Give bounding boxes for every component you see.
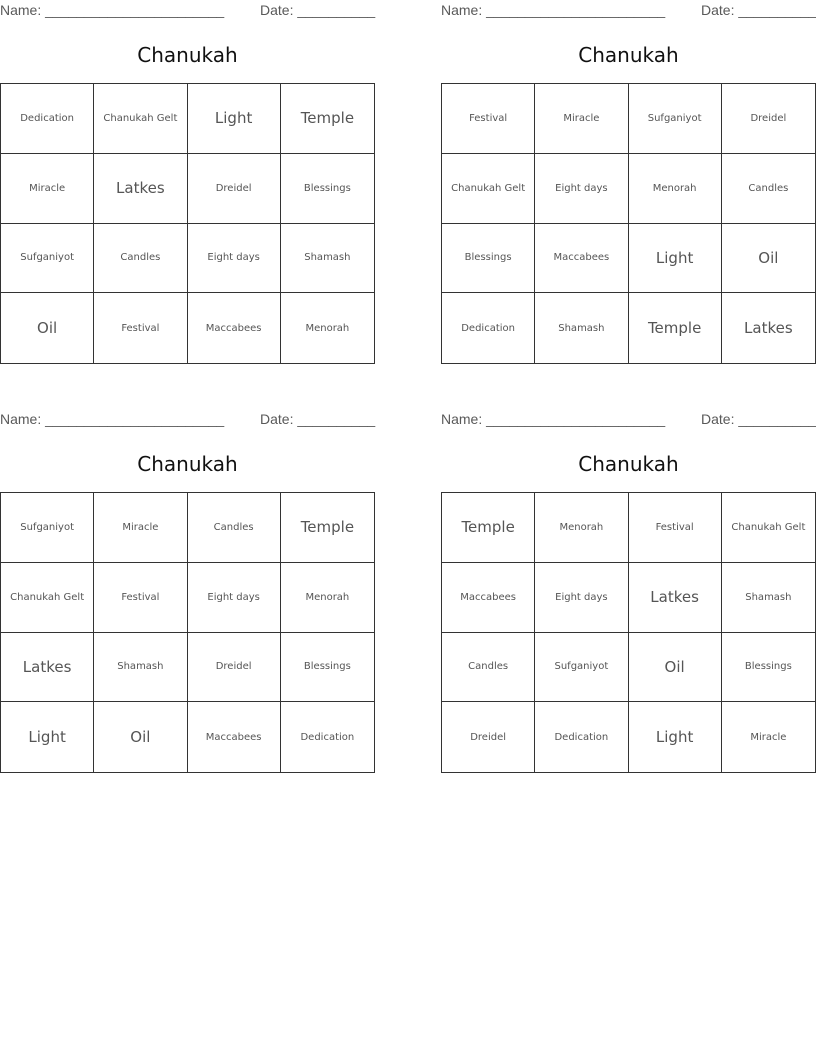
bingo-grid bbox=[441, 492, 816, 773]
bingo-card-4 bbox=[441, 409, 816, 773]
bingo-cell: Temple bbox=[281, 84, 374, 154]
bingo-cell: Blessings bbox=[442, 224, 535, 294]
bingo-cell: Temple bbox=[629, 293, 722, 363]
bingo-cell: Chanukah Gelt bbox=[442, 154, 535, 224]
bingo-cell: Candles bbox=[722, 154, 815, 224]
bingo-cell: Dreidel bbox=[188, 154, 281, 224]
bingo-cell: Miracle bbox=[750, 731, 787, 743]
bingo-cell: Miracle bbox=[535, 84, 628, 154]
bingo-cell: Maccabees bbox=[442, 563, 535, 633]
bingo-cell: Eight days bbox=[535, 563, 628, 633]
bingo-cell: Maccabees bbox=[188, 293, 281, 363]
bingo-grid bbox=[0, 83, 375, 364]
name-field: Name: _______________________ bbox=[441, 2, 666, 18]
bingo-cell: Temple bbox=[281, 493, 374, 563]
bingo-cell: Light bbox=[1, 702, 94, 772]
bingo-cell: Shamash bbox=[281, 224, 374, 294]
bingo-cell: Chanukah Gelt bbox=[722, 493, 815, 563]
bingo-grid bbox=[441, 83, 816, 364]
bingo-cell: Dedication bbox=[442, 293, 535, 363]
bingo-cell: Miracle bbox=[1, 154, 94, 224]
card-title: Chanukah bbox=[578, 452, 679, 476]
bingo-cell: Chanukah Gelt bbox=[94, 84, 187, 154]
bingo-cell: Dedication bbox=[300, 731, 355, 743]
bingo-cell: Eight days bbox=[188, 563, 281, 633]
bingo-cell: Blessings bbox=[281, 633, 374, 703]
name-field: Name: _______________________ bbox=[441, 411, 666, 427]
date-field: Date: __________ bbox=[701, 411, 816, 427]
bingo-cell: Light bbox=[188, 84, 281, 154]
bingo-cell: Shamash bbox=[535, 293, 628, 363]
bingo-cell: Blessings bbox=[281, 154, 374, 224]
card-title: Chanukah bbox=[578, 43, 679, 67]
name-field: Name: _______________________ bbox=[0, 2, 225, 18]
bingo-cell: Latkes bbox=[629, 563, 722, 633]
bingo-cell: Latkes bbox=[94, 154, 187, 224]
bingo-cell: Menorah bbox=[281, 563, 374, 633]
bingo-cell: Eight days bbox=[535, 154, 628, 224]
bingo-cell: Oil bbox=[1, 293, 94, 363]
bingo-cell: Candles bbox=[442, 633, 535, 703]
name-field: Name: _______________________ bbox=[0, 411, 225, 427]
bingo-cell: Eight days bbox=[188, 224, 281, 294]
bingo-cell: Shamash bbox=[722, 563, 815, 633]
bingo-cell: Temple bbox=[442, 493, 535, 563]
bingo-cell: Sufganiyot bbox=[1, 224, 94, 294]
bingo-cell: Oil bbox=[722, 224, 815, 294]
bingo-cell: Sufganiyot bbox=[629, 84, 722, 154]
bingo-card-2 bbox=[441, 0, 816, 364]
bingo-cell: Candles bbox=[188, 493, 281, 563]
bingo-cell: Latkes bbox=[744, 319, 793, 338]
bingo-cell: Menorah bbox=[305, 322, 350, 334]
bingo-cell: Chanukah Gelt bbox=[1, 563, 94, 633]
card-title: Chanukah bbox=[137, 452, 238, 476]
bingo-cell: Dedication bbox=[1, 84, 94, 154]
card-title: Chanukah bbox=[137, 43, 238, 67]
bingo-cell: Sufganiyot bbox=[535, 633, 628, 703]
bingo-cell: Oil bbox=[94, 702, 187, 772]
bingo-cell: Maccabees bbox=[535, 224, 628, 294]
bingo-cell: Latkes bbox=[1, 633, 94, 703]
bingo-cell: Dreidel bbox=[442, 702, 535, 772]
bingo-cell: Dreidel bbox=[188, 633, 281, 703]
bingo-grid bbox=[0, 492, 375, 773]
bingo-cell: Sufganiyot bbox=[1, 493, 94, 563]
bingo-cell: Shamash bbox=[94, 633, 187, 703]
bingo-card-1 bbox=[0, 0, 375, 364]
date-field: Date: __________ bbox=[260, 411, 376, 427]
bingo-cell: Festival bbox=[442, 84, 535, 154]
bingo-cell: Blessings bbox=[722, 633, 815, 703]
bingo-cell: Festival bbox=[94, 563, 187, 633]
bingo-card-3 bbox=[0, 409, 375, 773]
bingo-cell: Light bbox=[629, 702, 722, 772]
bingo-cell: Menorah bbox=[629, 154, 722, 224]
bingo-cell: Light bbox=[629, 224, 722, 294]
bingo-cell: Oil bbox=[629, 633, 722, 703]
bingo-cell: Miracle bbox=[94, 493, 187, 563]
bingo-cell: Maccabees bbox=[188, 702, 281, 772]
bingo-cell: Dedication bbox=[535, 702, 628, 772]
bingo-cell: Menorah bbox=[535, 493, 628, 563]
bingo-cell: Dreidel bbox=[722, 84, 815, 154]
bingo-cell: Festival bbox=[94, 293, 187, 363]
bingo-cell: Festival bbox=[629, 493, 722, 563]
date-field: Date: __________ bbox=[260, 2, 376, 18]
date-field: Date: __________ bbox=[701, 2, 816, 18]
bingo-cell: Candles bbox=[94, 224, 187, 294]
